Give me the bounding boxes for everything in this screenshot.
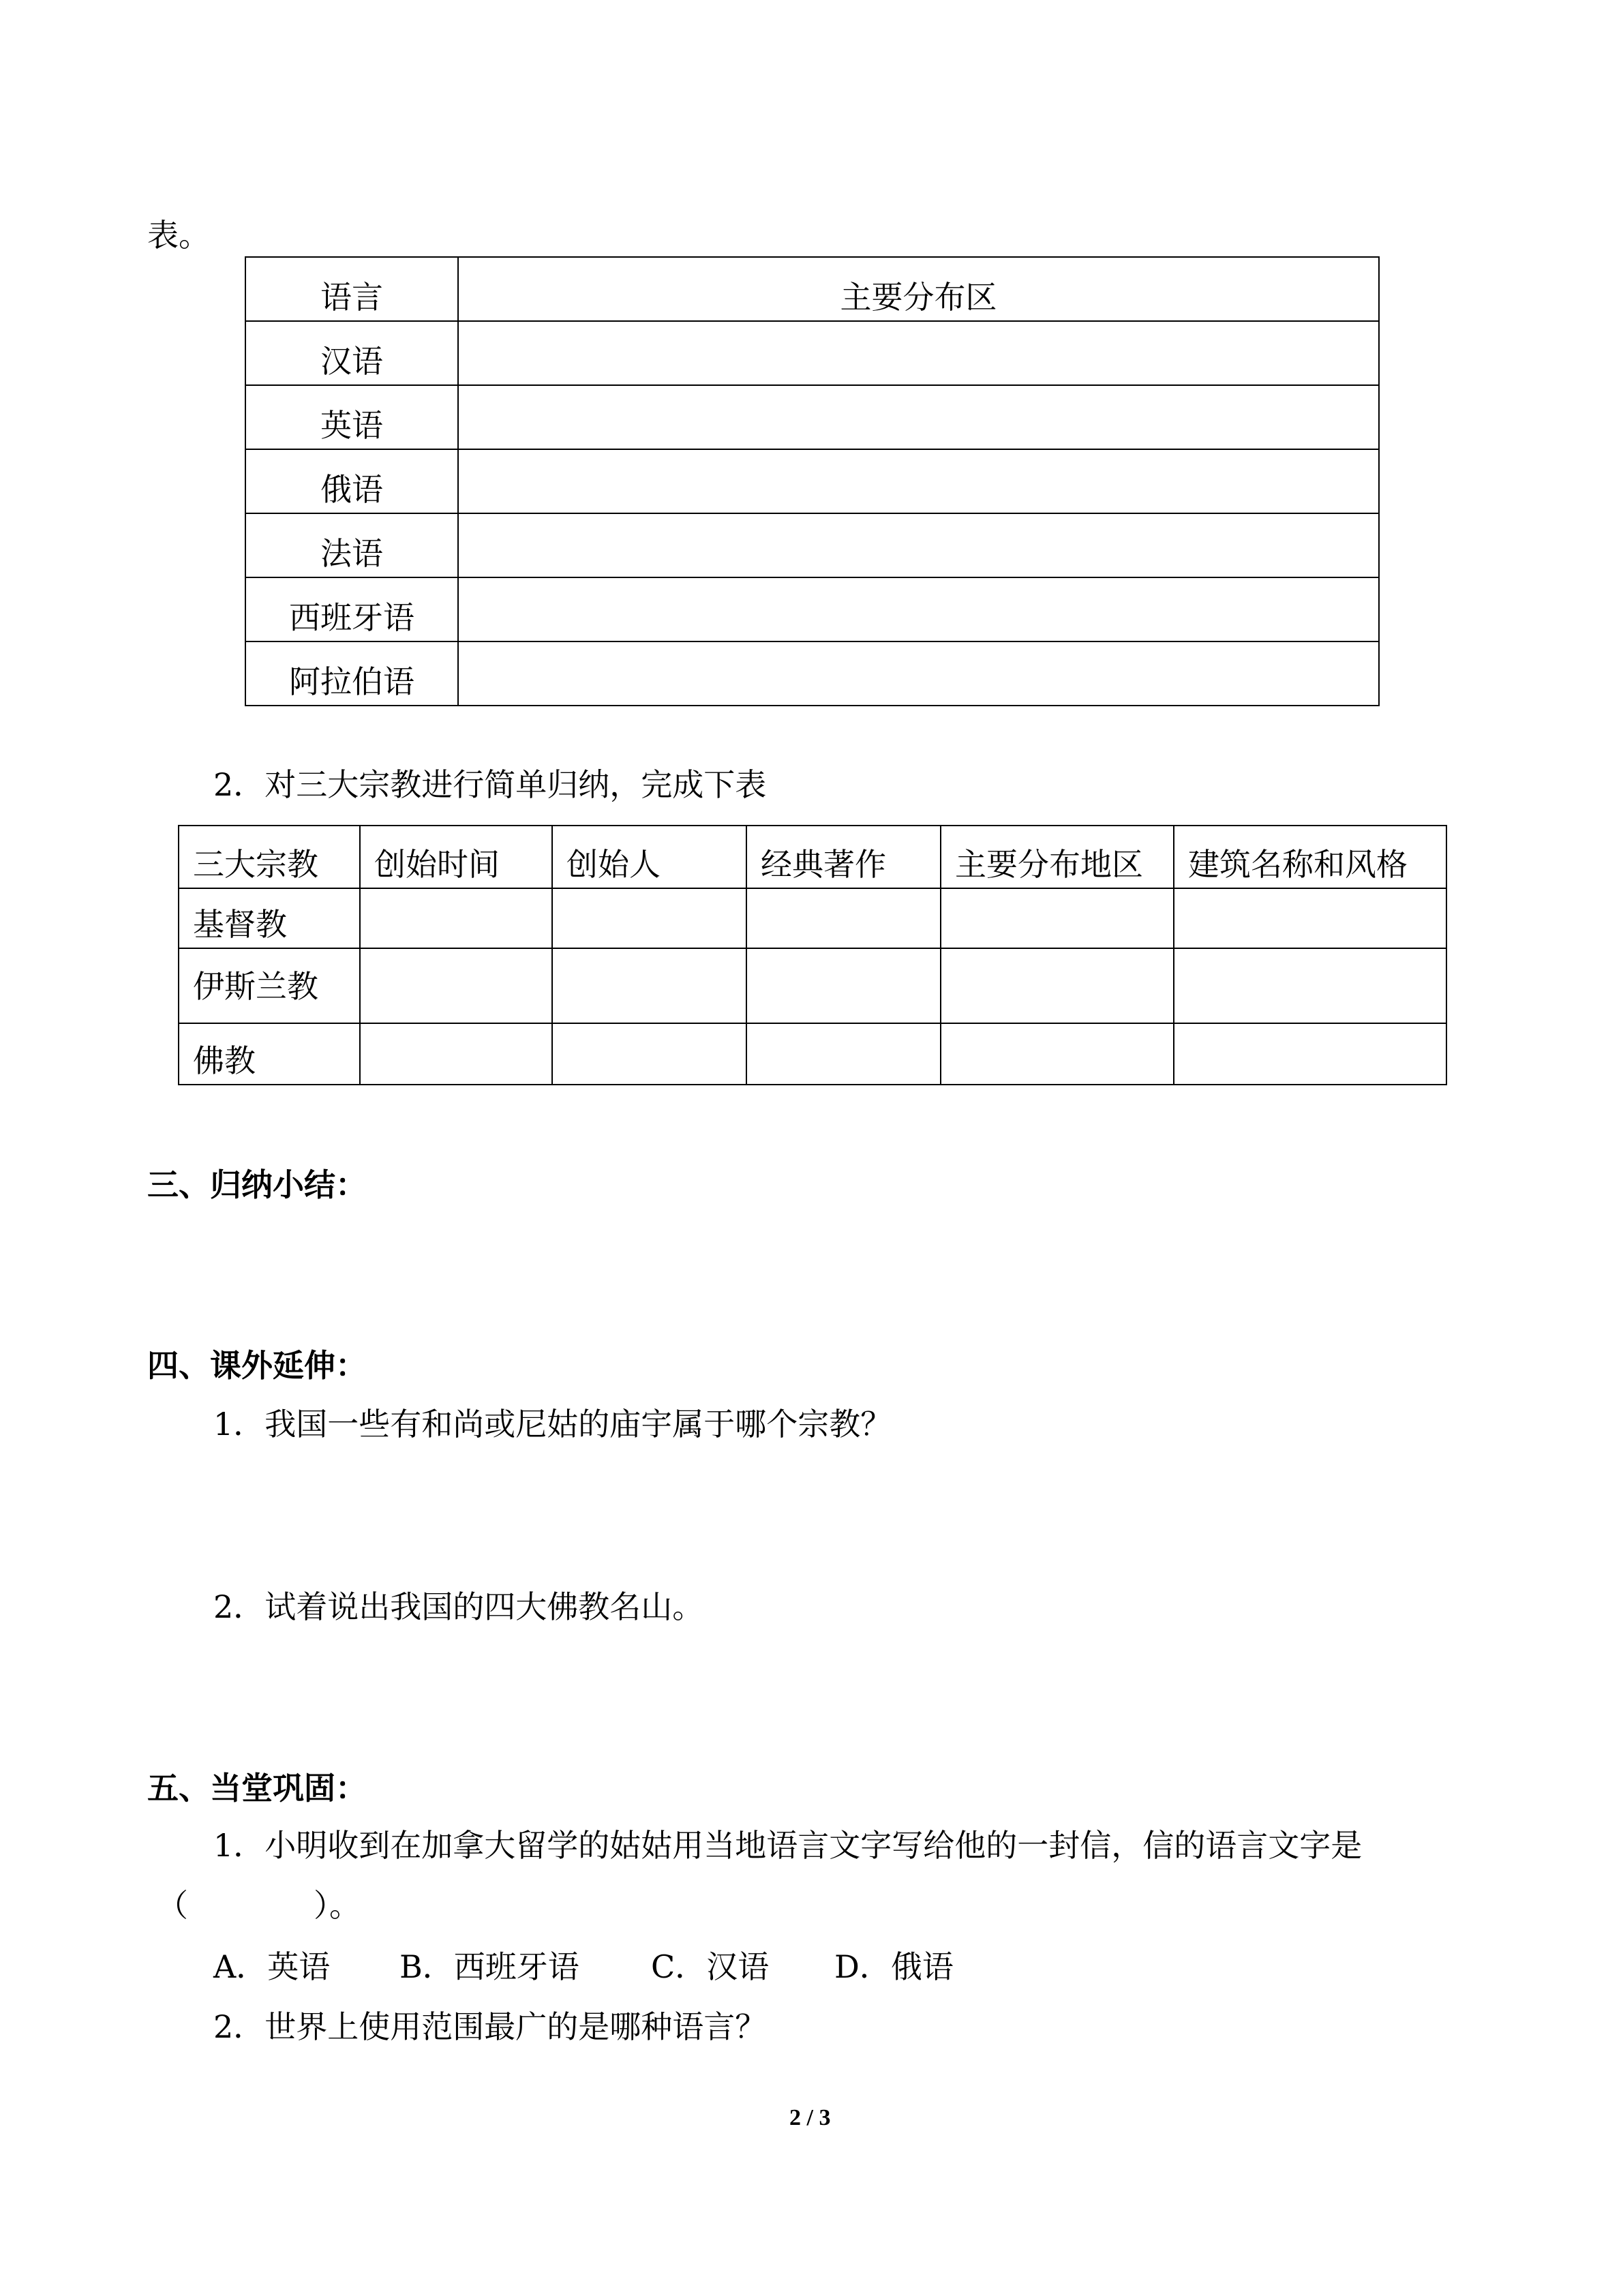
answer-cell[interactable]	[746, 1023, 941, 1085]
answer-cell[interactable]	[458, 577, 1379, 641]
answer-cell[interactable]	[552, 888, 746, 948]
question-letter-language-line2: （ ）。	[157, 1887, 361, 1924]
answer-cell[interactable]	[458, 513, 1379, 577]
table-row	[179, 1023, 1446, 1085]
answer-cell[interactable]	[941, 888, 1174, 948]
table-row	[179, 888, 1446, 948]
answer-cell[interactable]	[458, 321, 1379, 385]
row-label: 英语	[245, 385, 458, 449]
section-heading-extension: 四、课外延伸：	[147, 1347, 367, 1384]
header-cell-distribution: 主要分布区	[458, 257, 1379, 321]
table-row	[245, 577, 1379, 641]
header-cell: 主要分布地区	[941, 826, 1174, 888]
header-cell-language: 语言	[245, 257, 458, 321]
question-buddhist-mountains: 2．试着说出我国的四大佛教名山。	[213, 1588, 704, 1625]
table-row	[245, 641, 1379, 706]
option-b[interactable]: B．西班牙语	[399, 1948, 579, 1985]
answer-cell[interactable]	[941, 1023, 1174, 1085]
page-number: 2 / 3	[789, 2105, 831, 2130]
row-label: 汉语	[245, 321, 458, 385]
answer-cell[interactable]	[552, 1023, 746, 1085]
question-religion-summary: 2．对三大宗教进行简单归纳，完成下表	[213, 766, 767, 803]
row-label: 阿拉伯语	[245, 641, 458, 706]
answer-cell[interactable]	[458, 449, 1379, 513]
answer-cell[interactable]	[1174, 888, 1446, 948]
row-label: 西班牙语	[245, 577, 458, 641]
header-cell: 经典著作	[746, 826, 941, 888]
question-most-widely-used-language: 2．世界上使用范围最广的是哪种语言？	[213, 2008, 767, 2045]
answer-cell[interactable]	[1174, 948, 1446, 1023]
table-row	[245, 385, 1379, 449]
table-row	[245, 321, 1379, 385]
header-cell: 创始时间	[360, 826, 552, 888]
row-label: 法语	[245, 513, 458, 577]
table-row	[245, 449, 1379, 513]
answer-cell[interactable]	[458, 641, 1379, 706]
answer-cell[interactable]	[746, 948, 941, 1023]
question-letter-language-line1: 1．小明收到在加拿大留学的姑姑用当地语言文字写给他的一封信，信的语言文字是	[213, 1827, 1363, 1864]
answer-cell[interactable]	[360, 1023, 552, 1085]
header-cell: 三大宗教	[179, 826, 360, 888]
answer-cell[interactable]	[360, 948, 552, 1023]
table-header-row	[245, 257, 1379, 321]
answer-cell[interactable]	[1174, 1023, 1446, 1085]
row-label: 佛教	[179, 1023, 360, 1085]
intro-fragment: 表。	[147, 217, 210, 254]
section-heading-summary: 三、归纳小结：	[147, 1166, 367, 1203]
row-label: 俄语	[245, 449, 458, 513]
language-distribution-table	[245, 256, 1380, 706]
table-row	[179, 948, 1446, 1023]
header-cell: 建筑名称和风格	[1174, 826, 1446, 888]
table-row	[245, 513, 1379, 577]
answer-cell[interactable]	[458, 385, 1379, 449]
row-label: 伊斯兰教	[179, 948, 360, 1023]
answer-cell[interactable]	[552, 948, 746, 1023]
option-d[interactable]: D．俄语	[834, 1948, 954, 1985]
question-temple-religion: 1．我国一些有和尚或尼姑的庙宇属于哪个宗教？	[213, 1406, 892, 1442]
answer-cell[interactable]	[360, 888, 552, 948]
table-header-row	[179, 826, 1446, 888]
option-a[interactable]: A．英语	[213, 1948, 331, 1985]
answer-cell[interactable]	[941, 948, 1174, 1023]
row-label: 基督教	[179, 888, 360, 948]
header-cell: 创始人	[552, 826, 746, 888]
section-heading-practice: 五、当堂巩固：	[147, 1770, 367, 1807]
option-c[interactable]: C．汉语	[651, 1948, 770, 1985]
religion-summary-table	[178, 825, 1447, 1085]
answer-cell[interactable]	[746, 888, 941, 948]
